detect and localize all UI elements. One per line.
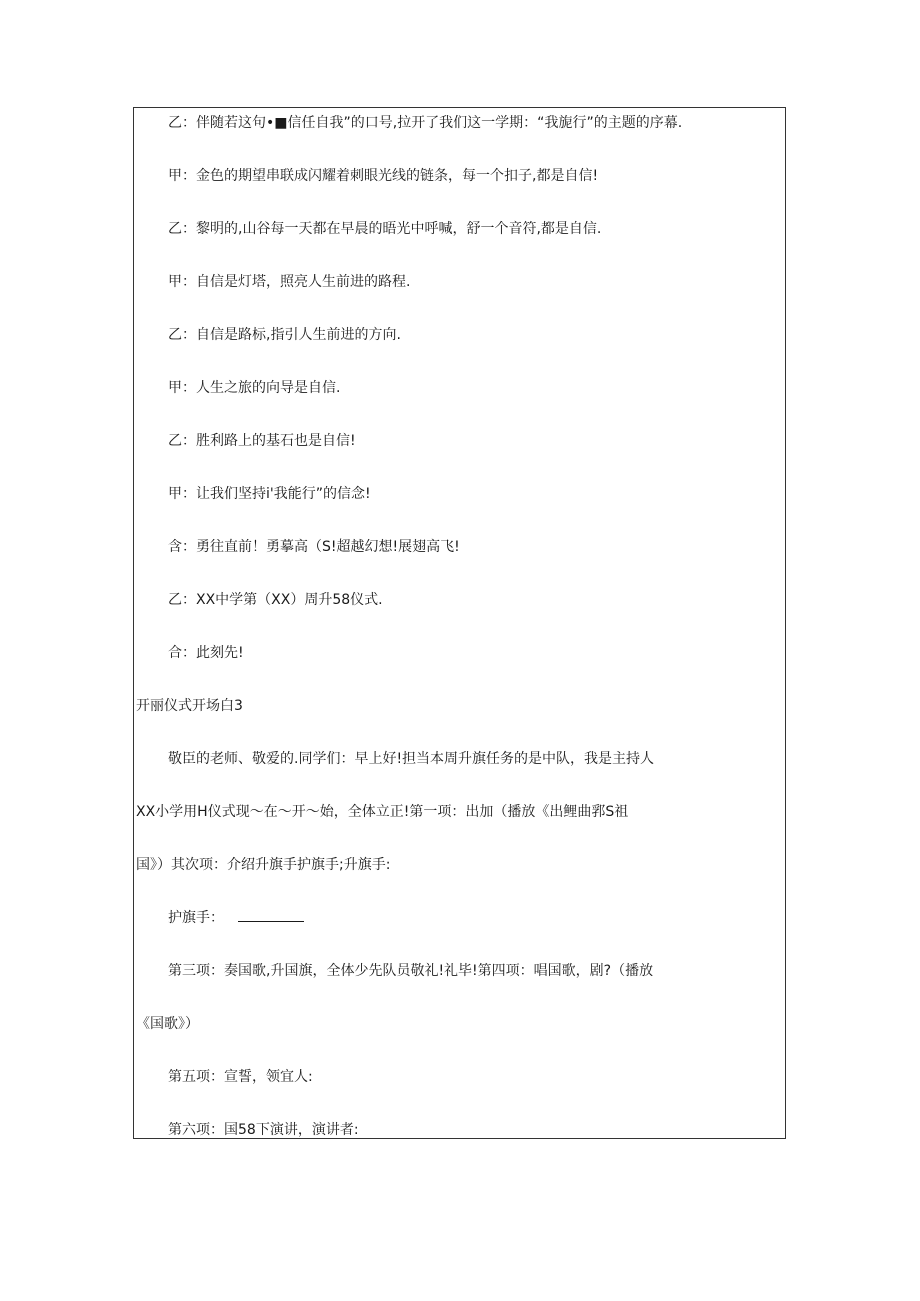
text-line: 乙：黎明的,山谷每一天都在早晨的晤光中呼喊，舒一个音符,都是自信. bbox=[168, 221, 602, 237]
text-line: 含：勇往直前！勇摹高（S!超越幻想!展翅高飞! bbox=[168, 539, 460, 555]
text-line bbox=[168, 909, 304, 927]
text-line: 第五项：宣誓，领宜人: bbox=[168, 1069, 313, 1085]
text-line: XX小学用H仪式现〜在〜开〜始，全体立正!第一项：出加（播放《出鲤曲郛S祖 bbox=[136, 804, 629, 820]
text-line: 敬臣的老师、敬爱的.同学们：早上好!担当本周升旗任务的是中队，我是主持人 bbox=[168, 751, 655, 767]
text-line: 合：此刻先! bbox=[168, 645, 244, 661]
text-line: 第六项：国58下演讲，演讲者: bbox=[168, 1122, 359, 1138]
text-line: 国》）其次项：介绍升旗手护旗手;升旗手: bbox=[136, 857, 391, 873]
text-line: 乙：伴随若这句•■信任自我”的口号,拉开了我们这一学期：“我旎行”的主题的序幕. bbox=[168, 115, 683, 131]
text-line: 《国歌》） bbox=[136, 1016, 199, 1032]
text-line: 甲：金色的期望串联成闪耀着刺眼光线的链条，每一个扣子,都是自信! bbox=[168, 168, 599, 184]
page-frame bbox=[133, 107, 786, 1139]
section-heading: 开丽仪式开场白3 bbox=[136, 698, 243, 714]
text-line: 乙：自信是路标,指引人生前进的方向. bbox=[168, 327, 401, 343]
blank-underline bbox=[238, 909, 304, 922]
text-label: 护旗手： bbox=[168, 910, 224, 926]
text-line: 乙：胜利路上的基石也是自信! bbox=[168, 433, 356, 449]
text-line: 第三项：奏国歌,升国旗，全体少先队员敬礼!礼毕!第四项：唱国歌，剧?（播放 bbox=[168, 963, 654, 979]
text-line: 甲：让我们坚持i'我能行”的信念! bbox=[168, 486, 371, 502]
text-line: 甲：人生之旅的向导是自信. bbox=[168, 380, 341, 396]
text-line: 甲：自信是灯塔，照亮人生前进的路程. bbox=[168, 274, 411, 290]
text-line: 乙：XX中学第（XX）周升58仪式. bbox=[168, 592, 383, 608]
